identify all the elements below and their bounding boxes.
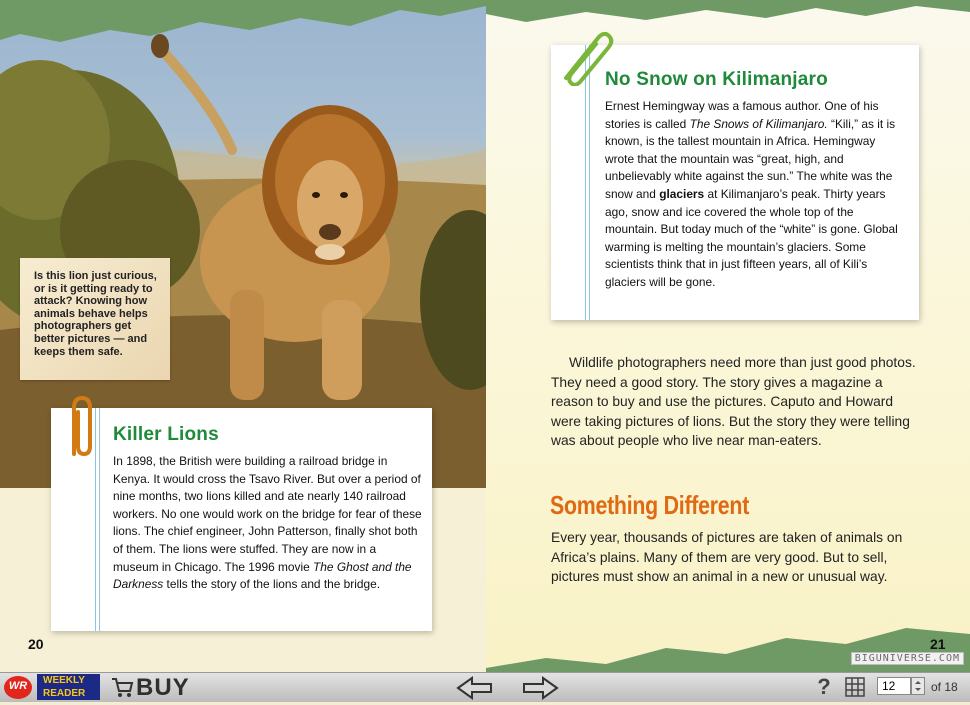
paperclip-icon xyxy=(64,394,100,464)
wr-logo[interactable] xyxy=(4,676,32,699)
stepper-arrows-icon xyxy=(912,678,924,694)
brand-line-1: WEEKLY xyxy=(43,675,85,686)
reader-toolbar xyxy=(0,672,970,702)
weekly-reader-brand[interactable] xyxy=(37,674,100,700)
next-page-button[interactable] xyxy=(521,676,559,700)
sidebar-title: No Snow on Kilimanjaro xyxy=(605,69,828,90)
cart-icon xyxy=(110,677,134,699)
buy-button[interactable] xyxy=(108,674,208,700)
arrow-left-icon xyxy=(456,676,494,700)
page-number-input[interactable] xyxy=(877,677,911,695)
page-number-right: 21 xyxy=(930,636,946,652)
help-button[interactable] xyxy=(814,675,834,699)
brand-line-2: READER xyxy=(43,688,86,699)
page-stepper[interactable] xyxy=(911,677,925,695)
left-page xyxy=(0,0,486,672)
sidebar-title: Killer Lions xyxy=(113,424,219,445)
arrow-right-icon xyxy=(521,676,559,700)
section-heading: Something Different xyxy=(550,490,750,520)
card-rule-line xyxy=(589,45,590,320)
watermark: BIGUNIVERSE.COM xyxy=(851,652,964,665)
grid-icon xyxy=(845,677,865,697)
card-rule-line xyxy=(585,45,586,320)
sidebar-body: Ernest Hemingway was a famous author. One of his stories is called The Snows of Kilimanjaro. “Kili,” as it is known, is the tallest mountain in Africa. Hemingway wrote that the mountain was “great, high, and unbelievably white against the sun.” The white was the snow and glaciers at Kilimanjaro’s peak. Thirty years ago, snow and ice covered the whole top of the mountain. But today much of the “white” is gone. Global warming is melting the mountain’s glaciers. Some scientists think that in just fifteen years, all of Kili’s glaciers will be gone. xyxy=(605,99,898,289)
body-paragraph-2: Every year, thousands of pictures are taken of animals on Africa’s plains. Many of them are very good. But to sell, pictures must show an animal in a new or unusual way. xyxy=(551,530,903,585)
sidebar-kilimanjaro xyxy=(551,45,919,320)
body-paragraph-1: Wildlife photographers need more than just good photos. They need a good story. The story gives a magazine a reason to buy and use the pictures. Caputo and Howard were taking pictures of lions. But the story they were telling was about people who live near man-eaters. xyxy=(551,355,916,449)
help-icon: ? xyxy=(817,674,831,699)
paperclip-icon xyxy=(558,28,614,86)
photo-caption: Is this lion just curious, or is it getting ready to attack? Knowing how animals behave helps photographers get better pictures — and keeps them safe. xyxy=(34,270,157,358)
wr-logo-text: WR xyxy=(8,680,28,692)
page-count: of 18 xyxy=(931,680,958,694)
sidebar-killer-lions xyxy=(51,408,432,631)
previous-page-button[interactable] xyxy=(456,676,494,700)
torn-paper-top-left xyxy=(0,0,486,48)
sidebar-body: In 1898, the British were building a railroad bridge in Kenya. It would cross the Tsavo River. But over a period of nine months, two lions killed and ate nearly 140 railroad workers. No one would work on the bridge for fear of these lions. The chief engineer, John Patterson, finally shot both of them. The lions were stuffed. They are now in a museum in Chicago. The 1996 movie The Ghost and the Darkness tells the story of the lions and the bridge. xyxy=(113,454,422,592)
buy-label: BUY xyxy=(136,674,190,701)
thumbnails-button[interactable] xyxy=(845,677,865,697)
page-number-left: 20 xyxy=(28,636,44,652)
